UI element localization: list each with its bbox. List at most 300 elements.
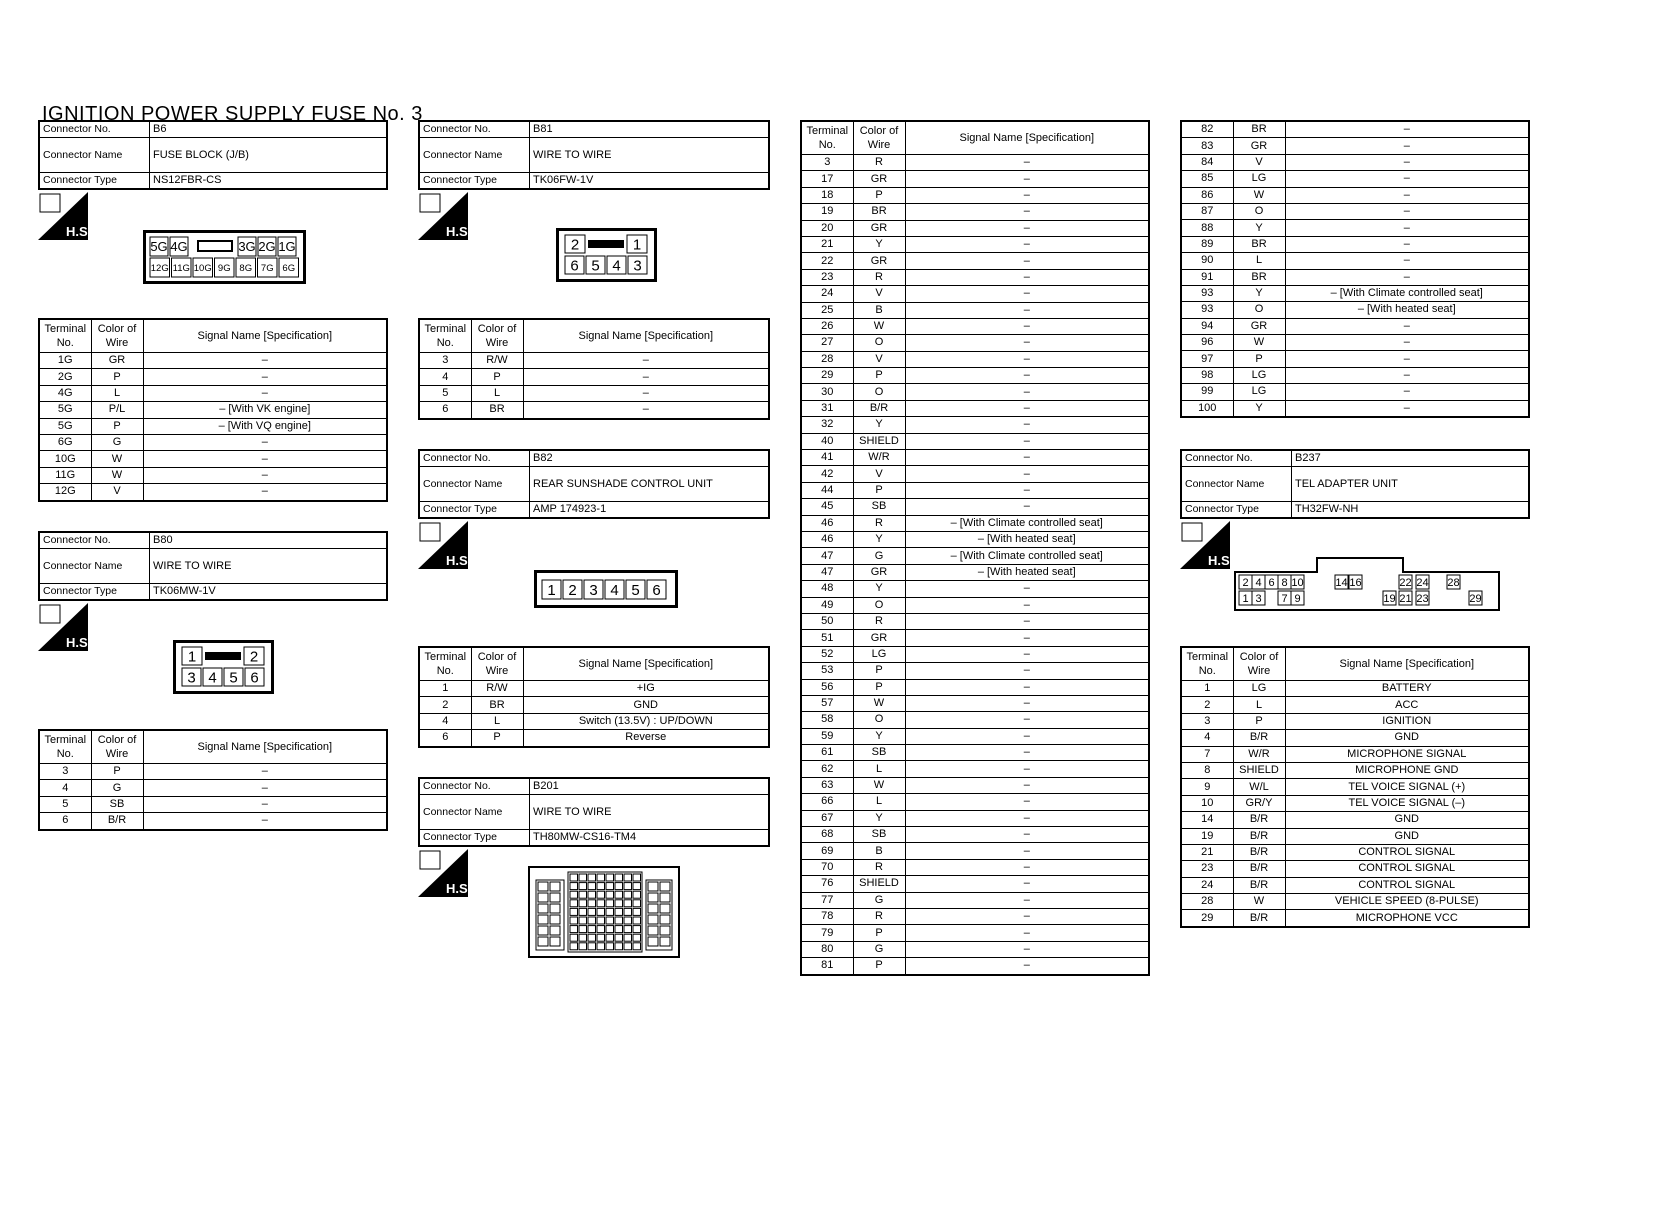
- color-cell: BR: [471, 402, 523, 419]
- signal-cell: –: [905, 581, 1149, 597]
- color-cell: SB: [853, 827, 905, 843]
- pin-cell: [633, 883, 641, 890]
- pin-label: 7: [1281, 592, 1288, 605]
- terminal-cell: 10: [1181, 795, 1233, 811]
- table-row: [1181, 795, 1529, 811]
- connector-name: TEL ADAPTER UNIT: [1292, 467, 1530, 502]
- label-connector-no: Connector No.: [1181, 450, 1292, 467]
- color-cell: W/R: [1233, 746, 1285, 762]
- svg-text:H.S.: H.S.: [446, 224, 472, 239]
- pin-cell: [579, 900, 587, 907]
- color-cell: B/R: [1233, 877, 1285, 893]
- signal-cell: IGNITION: [1285, 713, 1529, 729]
- signal-cell: –: [905, 597, 1149, 613]
- signal-cell: –: [1285, 335, 1529, 351]
- color-cell: G: [91, 434, 143, 450]
- header-signal: Signal Name [Specification]: [1285, 647, 1529, 681]
- color-cell: B/R: [1233, 844, 1285, 860]
- table-row: [39, 385, 387, 401]
- color-cell: GR: [1233, 318, 1285, 334]
- signal-cell: CONTROL SIGNAL: [1285, 844, 1529, 860]
- terminal-cell: 44: [801, 482, 853, 498]
- terminal-cell: 22: [801, 253, 853, 269]
- color-cell: O: [1233, 203, 1285, 219]
- pin-label: 24: [1416, 576, 1429, 589]
- pin-cell: [615, 934, 623, 941]
- table-row: [801, 236, 1149, 252]
- color-cell: W: [91, 451, 143, 467]
- terminal-cell: 97: [1181, 351, 1233, 367]
- table-row: [1181, 762, 1529, 778]
- connector-type: TH32FW-NH: [1292, 502, 1530, 519]
- pin-cell: [615, 891, 623, 898]
- color-cell: SB: [853, 745, 905, 761]
- terminal-cell: 26: [801, 318, 853, 334]
- label-connector-name: Connector Name: [419, 138, 530, 173]
- signal-cell: –: [523, 369, 769, 385]
- table-row: [801, 400, 1149, 416]
- pin-cell: [615, 900, 623, 907]
- color-cell: P: [471, 730, 523, 747]
- table-row: [801, 761, 1149, 777]
- terminal-table-b80: [38, 729, 388, 831]
- signal-cell: –: [905, 728, 1149, 744]
- table-row: [801, 613, 1149, 629]
- signal-cell: –: [1285, 236, 1529, 252]
- header-color: Color of Wire: [471, 319, 523, 353]
- color-cell: G: [91, 780, 143, 796]
- pin-label: 3: [589, 581, 598, 599]
- table-row: [1181, 171, 1529, 187]
- color-cell: GR: [853, 253, 905, 269]
- terminal-cell: 41: [801, 450, 853, 466]
- signal-cell: Switch (13.5V) : UP/DOWN: [523, 713, 769, 729]
- header-color: Color of Wire: [1233, 647, 1285, 681]
- table-row: [1181, 121, 1529, 138]
- pin-label: 28: [1447, 576, 1460, 589]
- pin-cell: [570, 874, 578, 881]
- table-row: [801, 335, 1149, 351]
- svg-text:H.S.: H.S.: [66, 224, 92, 239]
- table-row: [801, 810, 1149, 826]
- pin-cell: [597, 908, 605, 915]
- connector-type: TH80MW-CS16-TM4: [530, 830, 770, 847]
- color-cell: P: [853, 679, 905, 695]
- table-row: [801, 302, 1149, 318]
- pin-cell: [633, 917, 641, 924]
- signal-cell: MICROPHONE GND: [1285, 762, 1529, 778]
- terminal-cell: 10G: [39, 451, 91, 467]
- pin-cell: [624, 926, 632, 933]
- pin-cell: [633, 874, 641, 881]
- color-cell: Y: [1233, 220, 1285, 236]
- signal-cell: –: [905, 335, 1149, 351]
- table-row: [801, 499, 1149, 515]
- pin-cell: [579, 917, 587, 924]
- terminal-cell: 80: [801, 941, 853, 957]
- color-cell: G: [853, 548, 905, 564]
- signal-cell: –: [905, 908, 1149, 924]
- pin-cell: [606, 926, 614, 933]
- pin-label: 2: [570, 236, 580, 254]
- color-cell: G: [853, 941, 905, 957]
- signal-cell: –: [143, 467, 387, 483]
- table-row: [1181, 384, 1529, 400]
- pin-label: 10: [1291, 576, 1304, 589]
- signal-cell: –: [1285, 384, 1529, 400]
- signal-cell: –: [1285, 121, 1529, 138]
- signal-cell: –: [523, 353, 769, 369]
- pin-cell: [633, 891, 641, 898]
- hs-icon: [38, 603, 92, 651]
- color-cell: BR: [1233, 236, 1285, 252]
- hs-icon: [418, 521, 472, 569]
- pin-cell: [597, 943, 605, 950]
- color-cell: L: [471, 385, 523, 401]
- table-row: [801, 941, 1149, 957]
- pin-cell: [606, 943, 614, 950]
- connector-info-b237: [1180, 449, 1530, 519]
- color-cell: Y: [853, 531, 905, 547]
- terminal-cell: 52: [801, 646, 853, 662]
- connector-no: B80: [150, 532, 388, 549]
- table-row: [801, 745, 1149, 761]
- color-cell: O: [853, 384, 905, 400]
- signal-cell: – [With heated seat]: [1285, 302, 1529, 318]
- terminal-cell: 4: [39, 780, 91, 796]
- signal-cell: –: [523, 385, 769, 401]
- signal-cell: –: [1285, 400, 1529, 417]
- connector-info-b201: [418, 777, 770, 847]
- table-row: [1181, 335, 1529, 351]
- pin-cell: [588, 926, 596, 933]
- terminal-cell: 4: [1181, 730, 1233, 746]
- pin-cell: [633, 908, 641, 915]
- header-terminal: Terminal No.: [1181, 647, 1233, 681]
- label-connector-no: Connector No.: [39, 532, 150, 549]
- pin-cell: [648, 893, 658, 902]
- table-row: [801, 859, 1149, 875]
- table-row: [801, 482, 1149, 498]
- color-cell: W: [1233, 335, 1285, 351]
- table-row: [39, 780, 387, 796]
- table-row: [1181, 138, 1529, 154]
- pin-cell: [615, 917, 623, 924]
- pin-cell: [615, 908, 623, 915]
- table-row: [1181, 730, 1529, 746]
- terminal-cell: 88: [1181, 220, 1233, 236]
- signal-cell: –: [905, 269, 1149, 285]
- connector-face-b81: [556, 228, 657, 282]
- color-cell: SHIELD: [853, 433, 905, 449]
- pin-cell: [615, 926, 623, 933]
- signal-cell: MICROPHONE VCC: [1285, 910, 1529, 927]
- signal-cell: –: [905, 810, 1149, 826]
- connector-info-b82: [418, 449, 770, 519]
- terminal-cell: 90: [1181, 253, 1233, 269]
- signal-cell: –: [1285, 367, 1529, 383]
- label-connector-type: Connector Type: [419, 502, 530, 519]
- color-cell: V: [853, 286, 905, 302]
- color-cell: V: [1233, 154, 1285, 170]
- color-cell: SB: [853, 499, 905, 515]
- table-row: [801, 368, 1149, 384]
- svg-text:H.S.: H.S.: [1208, 553, 1234, 568]
- signal-cell: –: [905, 892, 1149, 908]
- pin-label: 8G: [239, 262, 253, 274]
- pin-cell: [660, 937, 670, 946]
- header-color: Color of Wire: [471, 647, 523, 681]
- key-slot: [206, 653, 240, 659]
- pin-label: 1: [632, 236, 642, 254]
- header-signal: Signal Name [Specification]: [523, 647, 769, 681]
- terminal-cell: 63: [801, 777, 853, 793]
- terminal-cell: 28: [801, 351, 853, 367]
- pin-cell: [597, 883, 605, 890]
- signal-cell: –: [905, 679, 1149, 695]
- table-row: [801, 794, 1149, 810]
- pin-label: 1: [1242, 592, 1249, 605]
- table-row: [801, 171, 1149, 187]
- pin-label: 5: [229, 669, 238, 687]
- table-row: [1181, 844, 1529, 860]
- pin-cell: [597, 891, 605, 898]
- color-cell: Y: [1233, 285, 1285, 301]
- signal-cell: –: [905, 302, 1149, 318]
- terminal-cell: 59: [801, 728, 853, 744]
- page-title: IGNITION POWER SUPPLY FUSE No. 3: [42, 103, 423, 125]
- signal-cell: +IG: [523, 681, 769, 697]
- table-row: [1181, 367, 1529, 383]
- table-row: [801, 466, 1149, 482]
- label-connector-name: Connector Name: [39, 138, 150, 173]
- signal-cell: GND: [523, 697, 769, 713]
- terminal-cell: 68: [801, 827, 853, 843]
- terminal-cell: 6: [419, 402, 471, 419]
- pin-label: 22: [1399, 576, 1412, 589]
- table-row: [1181, 681, 1529, 697]
- signal-cell: –: [1285, 171, 1529, 187]
- terminal-cell: 62: [801, 761, 853, 777]
- pin-cell: [570, 908, 578, 915]
- table-row: [801, 843, 1149, 859]
- terminal-cell: 61: [801, 745, 853, 761]
- header-signal: Signal Name [Specification]: [143, 319, 387, 353]
- table-row: [1181, 285, 1529, 301]
- signal-cell: – [With heated seat]: [905, 531, 1149, 547]
- color-cell: P: [853, 925, 905, 941]
- color-cell: W: [1233, 894, 1285, 910]
- color-cell: Y: [853, 581, 905, 597]
- terminal-cell: 49: [801, 597, 853, 613]
- signal-cell: –: [905, 646, 1149, 662]
- terminal-cell: 69: [801, 843, 853, 859]
- table-row: [1181, 187, 1529, 203]
- pin-label: 6: [1268, 576, 1275, 589]
- color-cell: B/R: [1233, 730, 1285, 746]
- terminal-cell: 45: [801, 499, 853, 515]
- pin-cell: [588, 934, 596, 941]
- signal-cell: –: [905, 630, 1149, 646]
- terminal-cell: 6: [39, 813, 91, 830]
- table-row: [1181, 203, 1529, 219]
- pin-cell: [550, 904, 560, 913]
- color-cell: B/R: [1233, 910, 1285, 927]
- table-row: [1181, 220, 1529, 236]
- pin-cell: [550, 937, 560, 946]
- table-row: [801, 155, 1149, 171]
- terminal-cell: 78: [801, 908, 853, 924]
- color-cell: O: [853, 335, 905, 351]
- pin-cell: [579, 874, 587, 881]
- key-slot: [589, 241, 623, 247]
- terminal-cell: 1G: [39, 353, 91, 369]
- pin-label: 23: [1416, 592, 1429, 605]
- terminal-cell: 96: [1181, 335, 1233, 351]
- signal-cell: – [With VK engine]: [143, 402, 387, 418]
- table-row: [1181, 269, 1529, 285]
- color-cell: BR: [1233, 269, 1285, 285]
- terminal-cell: 19: [801, 204, 853, 220]
- color-cell: Y: [853, 417, 905, 433]
- color-cell: LG: [1233, 171, 1285, 187]
- color-cell: Y: [853, 810, 905, 826]
- signal-cell: –: [1285, 269, 1529, 285]
- signal-cell: –: [143, 353, 387, 369]
- color-cell: W: [1233, 187, 1285, 203]
- color-cell: G: [853, 892, 905, 908]
- terminal-cell: 25: [801, 302, 853, 318]
- terminal-cell: 46: [801, 531, 853, 547]
- svg-text:H.S.: H.S.: [446, 553, 472, 568]
- signal-cell: –: [905, 499, 1149, 515]
- signal-cell: –: [1285, 351, 1529, 367]
- pin-cell: [588, 908, 596, 915]
- signal-cell: –: [905, 663, 1149, 679]
- pin-cell: [550, 915, 560, 924]
- signal-cell: –: [905, 695, 1149, 711]
- terminal-cell: 6: [419, 730, 471, 747]
- terminal-cell: 91: [1181, 269, 1233, 285]
- terminal-cell: 23: [1181, 861, 1233, 877]
- signal-cell: –: [1285, 203, 1529, 219]
- header-terminal: Terminal No.: [419, 647, 471, 681]
- pin-label: 6: [652, 581, 661, 599]
- color-cell: P: [91, 418, 143, 434]
- table-row: [1181, 877, 1529, 893]
- pin-cell: [606, 934, 614, 941]
- pin-label: 2: [568, 581, 577, 599]
- signal-cell: – [With VQ engine]: [143, 418, 387, 434]
- color-cell: P: [1233, 713, 1285, 729]
- pin-cell: [550, 893, 560, 902]
- color-cell: P: [1233, 351, 1285, 367]
- pin-label: 6G: [282, 262, 296, 274]
- table-row: [801, 630, 1149, 646]
- pin-cell: [624, 917, 632, 924]
- pin-cell: [538, 904, 548, 913]
- pin-cell: [615, 883, 623, 890]
- connector-no: B237: [1292, 450, 1530, 467]
- pin-label: 2G: [258, 239, 276, 255]
- terminal-cell: 56: [801, 679, 853, 695]
- terminal-cell: 89: [1181, 236, 1233, 252]
- terminal-cell: 4: [419, 713, 471, 729]
- color-cell: LG: [1233, 367, 1285, 383]
- table-row: [1181, 236, 1529, 252]
- connector-face-b82: [534, 570, 678, 608]
- signal-cell: –: [1285, 318, 1529, 334]
- terminal-cell: 77: [801, 892, 853, 908]
- color-cell: O: [853, 597, 905, 613]
- color-cell: GR: [91, 353, 143, 369]
- table-row: [801, 450, 1149, 466]
- terminal-cell: 2G: [39, 369, 91, 385]
- signal-cell: –: [1285, 253, 1529, 269]
- color-cell: LG: [1233, 681, 1285, 697]
- signal-cell: –: [905, 155, 1149, 171]
- label-connector-name: Connector Name: [419, 467, 530, 502]
- connector-info-b81: [418, 120, 770, 190]
- pin-label: 6: [250, 669, 259, 687]
- signal-cell: –: [523, 402, 769, 419]
- terminal-cell: 31: [801, 400, 853, 416]
- pin-label: 5: [591, 257, 600, 275]
- color-cell: W/R: [853, 450, 905, 466]
- header-signal: Signal Name [Specification]: [143, 730, 387, 764]
- table-row: [419, 385, 769, 401]
- pin-label: 21: [1399, 592, 1412, 605]
- pin-cell: [633, 934, 641, 941]
- table-row: [39, 813, 387, 830]
- connector-name: WIRE TO WIRE: [150, 549, 388, 584]
- pin-cell: [624, 900, 632, 907]
- table-row: [801, 531, 1149, 547]
- signal-cell: –: [905, 384, 1149, 400]
- table-row: [419, 353, 769, 369]
- color-cell: R: [853, 859, 905, 875]
- table-row: [801, 433, 1149, 449]
- connector-no: B201: [530, 778, 770, 795]
- color-cell: B/R: [1233, 828, 1285, 844]
- terminal-cell: 29: [1181, 910, 1233, 927]
- pin-cell: [570, 917, 578, 924]
- table-row: [1181, 697, 1529, 713]
- label-connector-no: Connector No.: [39, 121, 150, 138]
- terminal-cell: 100: [1181, 400, 1233, 417]
- connector-type: NS12FBR-CS: [150, 173, 388, 190]
- pin-cell: [570, 891, 578, 898]
- color-cell: R: [853, 155, 905, 171]
- table-row: [1181, 861, 1529, 877]
- pin-cell: [570, 883, 578, 890]
- terminal-cell: 23: [801, 269, 853, 285]
- signal-cell: –: [1285, 187, 1529, 203]
- color-cell: B: [853, 302, 905, 318]
- color-cell: R: [853, 515, 905, 531]
- terminal-cell: 8: [1181, 762, 1233, 778]
- signal-cell: –: [905, 253, 1149, 269]
- table-row: [801, 597, 1149, 613]
- color-cell: GR: [853, 220, 905, 236]
- signal-cell: CONTROL SIGNAL: [1285, 861, 1529, 877]
- header-terminal: Terminal No.: [801, 121, 853, 155]
- pin-label: 9: [1294, 592, 1301, 605]
- terminal-cell: 28: [1181, 894, 1233, 910]
- pin-cell: [538, 882, 548, 891]
- pin-label: 3: [633, 257, 642, 275]
- pin-cell: [648, 937, 658, 946]
